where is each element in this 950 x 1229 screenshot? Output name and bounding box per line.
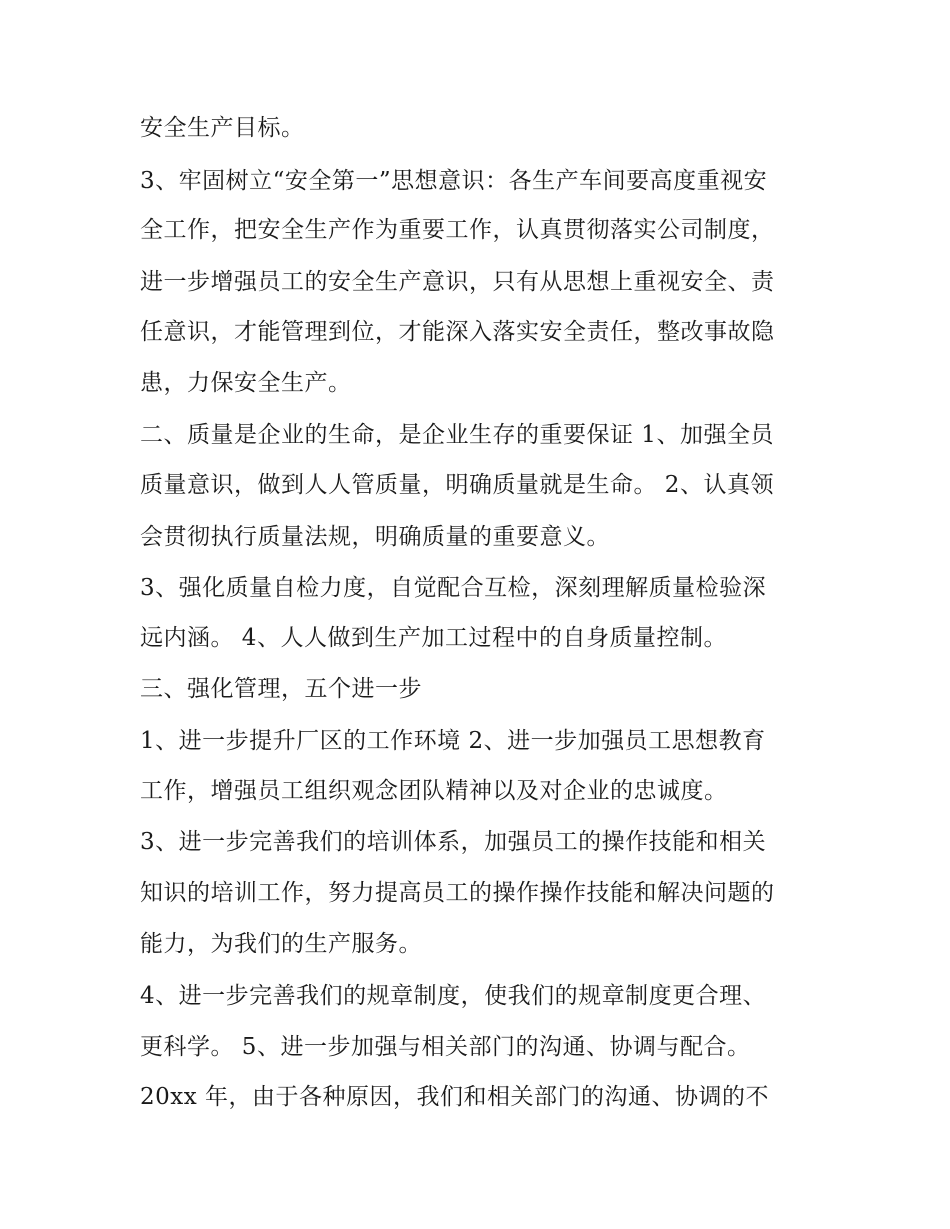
text-line-10: 3、强化质量自检力度，自觉配合互检，深刻理解质量检验深 [140,575,767,601]
text-line-16: 知识的培训工作，努力提高员工的操作操作技能和解决问题的 [140,880,775,906]
text-line-12: 三、强化管理，五个进一步 [140,676,422,702]
text-line-13: 1、进一步提升厂区的工作环境 2、进一步加强员工思想教育 [140,728,766,754]
text-line-2: 3、牢固树立“安全第一”思想意识：各生产车间要高度重视安 [140,168,768,194]
text-line-4: 进一步增强员工的安全生产意识，只有从思想上重视安全、责 [140,269,775,295]
text-line-15: 3、进一步完善我们的培训体系，加强员工的操作技能和相关 [140,829,767,855]
text-line-17: 能力，为我们的生产服务。 [140,931,422,957]
text-line-5: 任意识，才能管理到位，才能深入落实安全责任，整改事故隐 [140,319,775,345]
text-line-3: 全工作，把安全生产作为重要工作，认真贯彻落实公司制度， [140,217,775,243]
text-line-11: 远内涵。 4、人人做到生产加工过程中的自身质量控制。 [140,625,727,651]
text-line-20: 20xx 年，由于各种原因，我们和相关部门的沟通、协调的不 [140,1084,770,1110]
text-line-19: 更科学。 5、进一步加强与相关部门的沟通、协调与配合。 [140,1034,751,1060]
text-line-9: 会贯彻执行质量法规，明确质量的重要意义。 [140,524,610,550]
text-line-7: 二、质量是企业的生命，是企业生存的重要保证 1、加强全员 [140,422,774,448]
text-line-18: 4、进一步完善我们的规章制度，使我们的规章制度更合理、 [140,983,767,1009]
text-line-8: 质量意识，做到人人管质量，明确质量就是生命。 2、认真领 [140,472,774,498]
text-line-1: 安全生产目标。 [140,115,305,141]
text-line-6: 患，力保安全生产。 [140,370,352,396]
text-line-14: 工作，增强员工组织观念团队精神以及对企业的忠诚度。 [140,778,728,804]
